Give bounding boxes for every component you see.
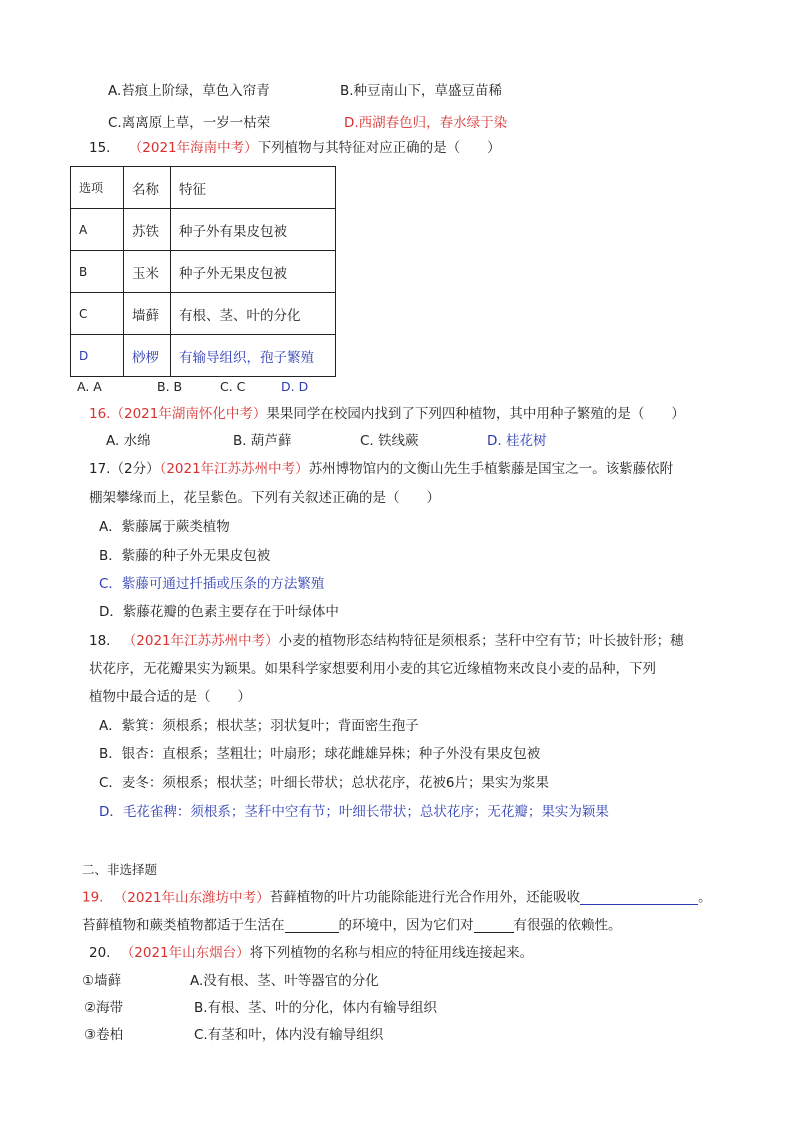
table-cell: 墙藓 (124, 293, 171, 335)
table-row (71, 251, 336, 293)
table-cell: B (71, 251, 124, 293)
q17-option-a: A．紫藤属于蕨类植物 (99, 519, 230, 535)
q16-source: （2021年湖南怀化中考） (110, 406, 267, 422)
table-cell: 有输导组织，孢子繁殖 (171, 335, 336, 377)
q18-source: （2021年江苏苏州中考） (122, 633, 279, 649)
table-header-row (71, 167, 336, 209)
table-header: 选项 (71, 167, 124, 209)
q14-option-c: C.离离原上草，一岁一枯荣 (108, 115, 271, 131)
table-cell: A (71, 209, 124, 251)
q20-plant-2: ②海带 (84, 1000, 124, 1016)
q17-stem-line1 (89, 463, 673, 477)
q20-plant-1: ①墙藓 (82, 973, 122, 989)
q20-feature-b: B.有根、茎、叶的分化，体内有输导组织 (194, 1000, 438, 1016)
q20-source: （2021年山东烟台） (120, 945, 250, 961)
q19-blank-3[interactable] (474, 919, 514, 933)
q20-feature-c: C.有茎和叶，体内没有输导组织 (194, 1027, 384, 1043)
q19-text2b: 的环境中，因为它们对 (338, 917, 474, 934)
q15-answer-a: A. A (77, 379, 102, 394)
table-cell: C (71, 293, 124, 335)
q19-text2a: 苔藓植物和蕨类植物都适于生活在 (82, 917, 285, 934)
q19-text1: 苔藓植物的叶片功能除能进行光合作用外，还能吸收 (269, 889, 581, 906)
q16-stem (89, 408, 685, 422)
q19-source: （2021年山东潍坊中考） (113, 889, 270, 906)
q18-option-c: C．麦冬：须根系；根状茎；叶细长带状；总状花序，花被6片；果实为浆果 (99, 775, 550, 791)
q18-stem-line2: 状花序，无花瓣果实为颖果。如果科学家想要利用小麦的其它近缘植物来改良小麦的品种，下列 (89, 661, 656, 677)
q17-number: 17. (89, 461, 111, 477)
q15-answer-b: B. B (157, 379, 183, 394)
q17-stem-line2: 棚架攀缘而上，花呈紫色。下列有关叙述正确的是（ ） (89, 490, 440, 506)
q20-plant-3: ③卷柏 (84, 1027, 124, 1043)
q20-text: 将下列植物的名称与相应的特征用线连接起来。 (249, 945, 534, 961)
q19-blank-1[interactable] (580, 891, 698, 905)
table-header: 特征 (171, 167, 336, 209)
q20-feature-a: A.没有根、茎、叶等器官的分化 (190, 973, 379, 989)
q19-stem-line2 (82, 919, 622, 933)
q19-end1: 。 (698, 889, 712, 906)
q16-option-c: C. 铁线蕨 (360, 433, 419, 449)
table-cell: 种子外无果皮包被 (171, 251, 336, 293)
q17-option-c: C．紫藤可通过扦插或压条的方法繁殖 (99, 576, 325, 592)
q17-score: （2分） (110, 461, 160, 477)
q15-source: （2021年海南中考） (128, 140, 258, 156)
table-cell: D (71, 335, 124, 377)
section-heading: 二、非选择题 (82, 862, 158, 877)
table-cell: 种子外有果皮包被 (171, 209, 336, 251)
table-cell: 苏铁 (124, 209, 171, 251)
q16-option-a: A. 水绵 (106, 433, 151, 449)
q17-source: （2021年江苏苏州中考） (159, 461, 309, 477)
q15-number: 15. (89, 140, 111, 156)
q18-number: 18. (89, 633, 111, 649)
table-header: 名称 (124, 167, 171, 209)
q15-text: 下列植物与其特征对应正确的是（ ） (257, 140, 501, 156)
table-cell: 桫椤 (124, 335, 171, 377)
q17-text1: 苏州博物馆内的文衡山先生手植紫藤是国宝之一。该紫藤依附 (308, 461, 674, 477)
q20-number: 20. (89, 945, 111, 961)
table-cell: 玉米 (124, 251, 171, 293)
table-row (71, 293, 336, 335)
table-row (71, 209, 336, 251)
q19-stem-line1 (82, 891, 712, 905)
q18-stem-line1 (89, 635, 684, 649)
q19-blank-2[interactable] (285, 919, 339, 933)
q16-option-b: B. 葫芦藓 (233, 433, 292, 449)
q16-option-d: D. 桂花树 (487, 433, 547, 449)
q18-stem-line3: 植物中最合适的是（ ） (89, 689, 251, 705)
q19-number: 19. (82, 889, 104, 906)
q15-answer-d: D. D (281, 379, 309, 394)
q14-option-b: B.种豆南山下，草盛豆苗稀 (340, 83, 503, 99)
q18-option-a: A．紫箕：须根系；根状茎；羽状复叶；背面密生孢子 (99, 718, 419, 734)
q15-stem (89, 142, 501, 156)
q14-option-a: A.苔痕上阶绿，草色入帘青 (108, 83, 270, 99)
q15-answer-c: C. C (220, 379, 246, 394)
q20-stem (89, 947, 533, 961)
q17-option-b: B．紫藤的种子外无果皮包被 (99, 548, 271, 564)
table-cell: 有根、茎、叶的分化 (171, 293, 336, 335)
q18-option-d: D．毛花雀稗：须根系；茎秆中空有节；叶细长带状；总状花序；无花瓣；果实为颖果 (99, 804, 609, 820)
q18-option-b: B．银杏：直根系；茎粗壮；叶扇形；球花雌雄异株；种子外没有果皮包被 (99, 746, 541, 762)
q19-text2c: 有很强的依赖性。 (513, 917, 622, 934)
table-row-answer (71, 335, 336, 377)
q15-table (70, 166, 336, 377)
q17-option-d: D．紫藤花瓣的色素主要存在于叶绿体中 (99, 604, 339, 620)
q14-option-d: D.西湖春色归，春水绿于染 (344, 115, 508, 131)
q16-number: 16. (89, 406, 111, 422)
q18-text1: 小麦的植物形态结构特征是须根系；茎秆中空有节；叶长披针形；穗 (278, 633, 684, 649)
q16-text: 果果同学在校园内找到了下列四种植物，其中用种子繁殖的是（ ） (266, 406, 685, 422)
